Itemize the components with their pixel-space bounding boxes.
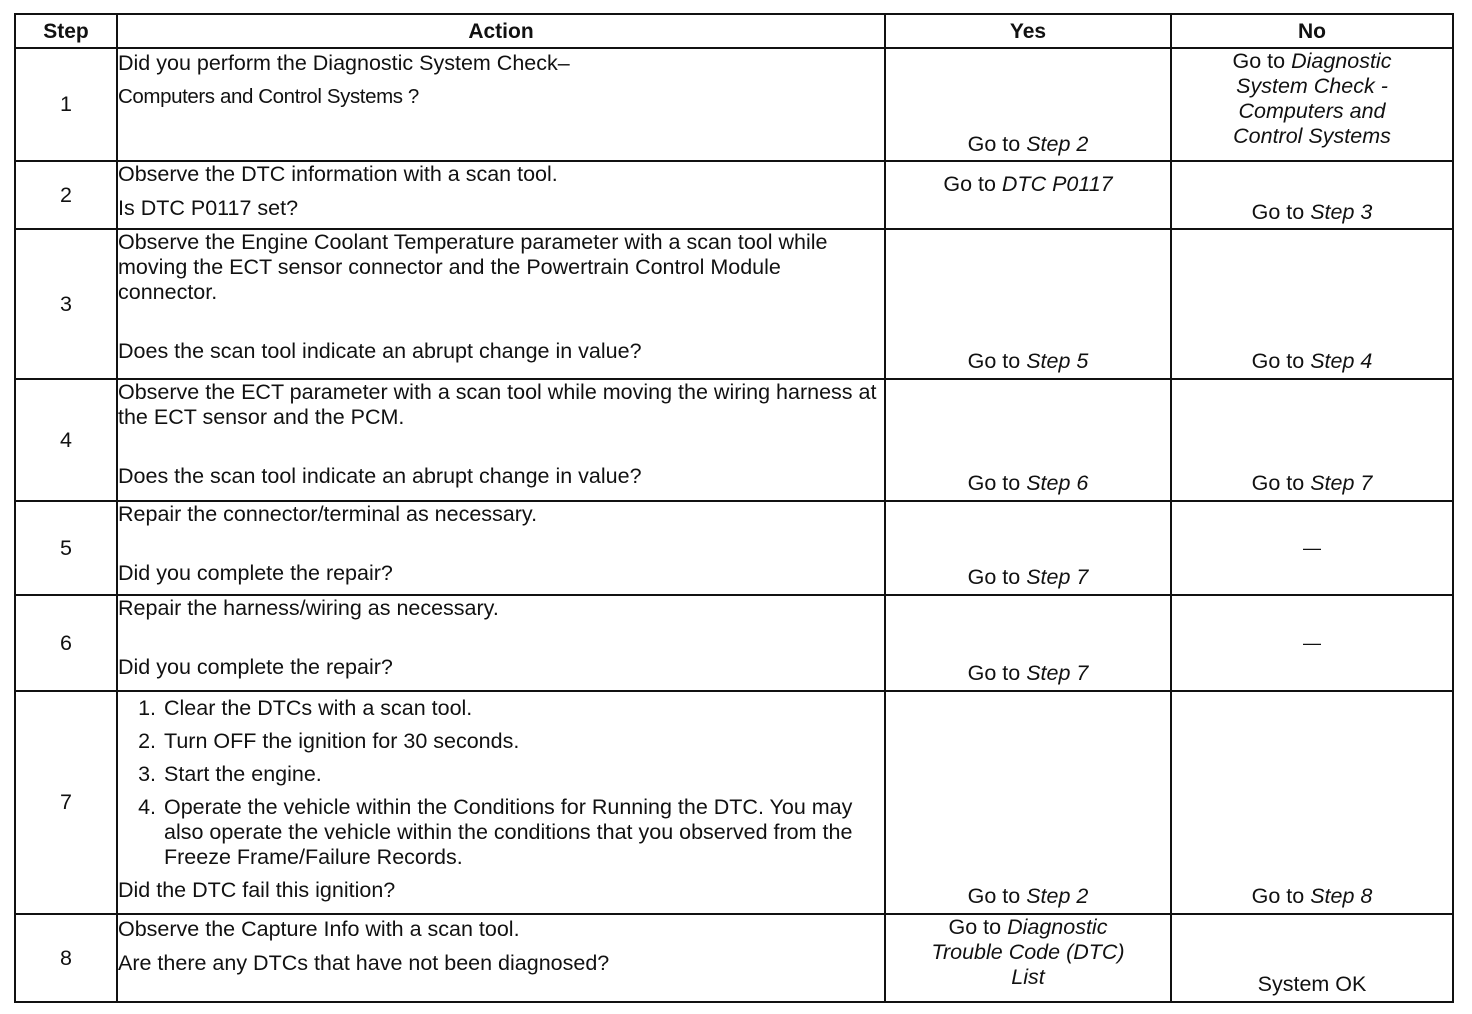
no-cell [1171,48,1453,161]
diagnostic-table-container [14,13,1454,1003]
no-prefix: Go to [1251,471,1311,495]
list-item: 1. Clear the DTCs with a scan tool. [162,696,884,721]
yes-cell [885,161,1171,229]
header-step: Step [15,14,117,48]
action-text: Repair the harness/wiring as necessary. [118,596,499,620]
no-cell: — [1171,595,1453,691]
action-cell [117,595,885,691]
step-number: 1 [15,48,117,161]
step-number: 2 [15,161,117,229]
yes-cell [885,595,1171,691]
diagnostic-table [14,13,1454,1003]
yes-link[interactable]: Step 6 [1026,471,1089,495]
step-number: 7 [15,691,117,914]
step-number: 8 [15,914,117,1002]
yes-link[interactable]: Step 2 [1026,132,1089,156]
list-item: 2. Turn OFF the ignition for 30 seconds. [162,729,884,754]
no-link[interactable]: Step 7 [1310,471,1373,495]
yes-prefix: Go to [967,349,1027,373]
question-text: Did the DTC fail this ignition? [118,878,396,902]
action-text: Repair the connector/terminal as necessary. [118,502,538,526]
yes-link[interactable]: Step 7 [1026,565,1089,589]
action-text: Did you perform the Diagnostic System Check– [118,51,570,75]
no-cell [1171,379,1453,501]
yes-prefix: Go to [943,172,1002,196]
no-prefix: Go to [1251,349,1311,373]
no-link[interactable]: Step 4 [1310,349,1373,373]
question-text: Does the scan tool indicate an abrupt change in value? [118,339,642,363]
action-text: Observe the Engine Coolant Temperature parameter with a scan tool while moving the ECT sensor connector and the Powertrain Control Module connector. [118,230,828,304]
action-cell [117,501,885,595]
no-cell [1171,161,1453,229]
yes-prefix: Go to [967,132,1027,156]
action-cell [117,379,885,501]
table-row-step-7 [15,691,1453,914]
yes-link[interactable]: Diagnostic Trouble Code (DTC) List [931,915,1125,989]
no-cell [1171,691,1453,914]
header-no: No [1171,14,1453,48]
no-prefix: Go to [1251,884,1311,908]
action-cell [117,161,885,229]
no-prefix: Go to [1232,49,1292,73]
yes-cell [885,229,1171,379]
question-text: Are there any DTCs that have not been diagnosed? [118,951,610,975]
action-text: Observe the Capture Info with a scan tool. [118,917,520,941]
table-row-step-8 [15,914,1453,1002]
step-number: 3 [15,229,117,379]
procedure-list [118,696,884,870]
yes-cell [885,691,1171,914]
no-cell: System OK [1171,914,1453,1002]
step-number: 4 [15,379,117,501]
table-header-row [15,14,1453,48]
table-row-step-4 [15,379,1453,501]
yes-cell [885,914,1171,1002]
yes-cell [885,48,1171,161]
header-action: Action [117,14,885,48]
step-number: 6 [15,595,117,691]
list-item: 3. Start the engine. [162,762,884,787]
table-row-step-1 [15,48,1453,161]
question-text: Does the scan tool indicate an abrupt change in value? [118,464,642,488]
no-link[interactable]: Step 8 [1310,884,1373,908]
list-item: 4. Operate the vehicle within the Conditions for Running the DTC. You may also operate the vehicle within the conditions that you observed from the Freeze Frame/Failure Records. [162,795,884,870]
no-link[interactable]: Step 3 [1310,200,1373,224]
action-text: Observe the DTC information with a scan tool. [118,162,558,186]
yes-link[interactable]: Step 7 [1026,661,1089,685]
yes-link[interactable]: Step 5 [1026,349,1089,373]
no-cell [1171,229,1453,379]
yes-cell [885,379,1171,501]
yes-prefix: Go to [967,565,1027,589]
action-cell [117,229,885,379]
action-cell [117,914,885,1002]
yes-prefix: Go to [967,661,1027,685]
action-cell [117,48,885,161]
yes-link[interactable]: DTC P0117 [1001,172,1113,196]
yes-prefix: Go to [967,471,1027,495]
yes-prefix: Go to [967,884,1027,908]
table-row-step-5 [15,501,1453,595]
no-link[interactable]: Diagnostic System Check - Computers and Control Systems [1233,49,1392,148]
question-text: Is DTC P0117 set? [118,196,299,220]
table-row-step-6 [15,595,1453,691]
yes-cell [885,501,1171,595]
question-text: Did you complete the repair? [118,655,393,679]
yes-prefix: Go to [948,915,1008,939]
action-text: Observe the ECT parameter with a scan tool while moving the wiring harness at the ECT sensor and the PCM. [118,380,877,429]
step-number: 5 [15,501,117,595]
yes-link[interactable]: Step 2 [1026,884,1089,908]
action-text: Computers and Control Systems ? [118,85,419,108]
table-row-step-2 [15,161,1453,229]
no-prefix: Go to [1251,200,1311,224]
action-cell [117,691,885,914]
question-text: Did you complete the repair? [118,561,393,585]
no-cell: — [1171,501,1453,595]
header-yes: Yes [885,14,1171,48]
table-row-step-3 [15,229,1453,379]
